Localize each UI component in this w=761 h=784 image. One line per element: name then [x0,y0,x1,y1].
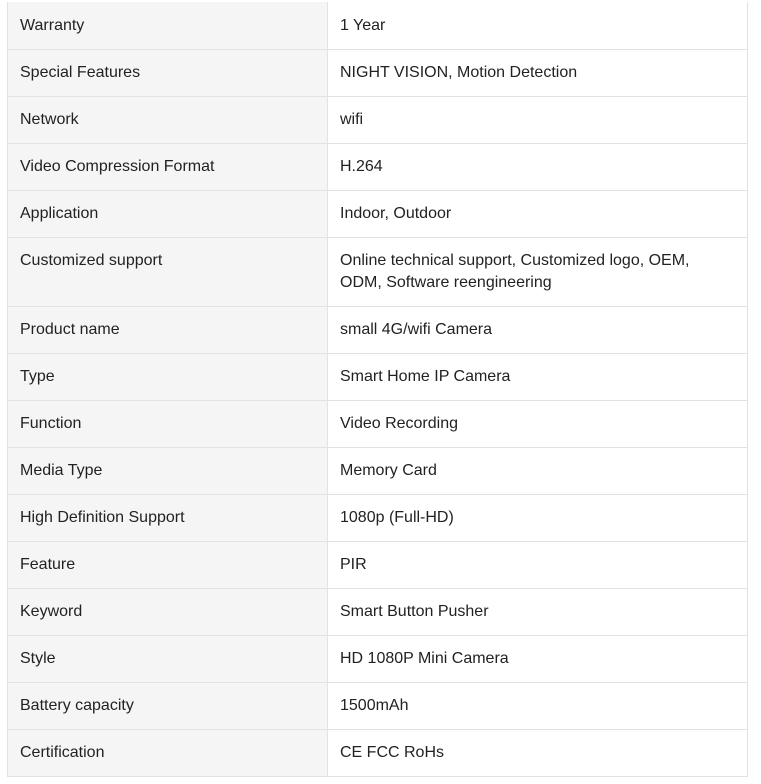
spec-label: Product name [8,307,328,354]
spec-value: H.264 [328,144,748,191]
spec-label: Certification [8,730,328,777]
table-row [8,448,748,495]
spec-value: HD 1080P Mini Camera [328,636,748,683]
spec-value: 1500mAh [328,683,748,730]
spec-label: Function [8,401,328,448]
spec-value: Online technical support, Customized logo, OEM, ODM, Software reengineering [328,238,748,307]
table-row [8,144,748,191]
spec-label: Network [8,97,328,144]
spec-value: NIGHT VISION, Motion Detection [328,50,748,97]
table-row [8,50,748,97]
spec-label: Warranty [8,2,328,50]
spec-value: 1080p (Full-HD) [328,495,748,542]
spec-value: Memory Card [328,448,748,495]
spec-value: PIR [328,542,748,589]
spec-label: Media Type [8,448,328,495]
table-row [8,354,748,401]
spec-value: Video Recording [328,401,748,448]
spec-value: Smart Button Pusher [328,589,748,636]
table-row [8,2,748,50]
spec-value: 1 Year [328,2,748,50]
table-row [8,683,748,730]
spec-label: Feature [8,542,328,589]
table-row [8,307,748,354]
spec-label: High Definition Support [8,495,328,542]
spec-label: Special Features [8,50,328,97]
table-row [8,401,748,448]
table-row [8,589,748,636]
table-row [8,636,748,683]
spec-label: Customized support [8,238,328,307]
spec-value: Indoor, Outdoor [328,191,748,238]
spec-label: Application [8,191,328,238]
spec-label: Video Compression Format [8,144,328,191]
table-row [8,97,748,144]
table-row [8,191,748,238]
table-row [8,238,748,307]
product-spec-table [7,2,748,777]
spec-label: Keyword [8,589,328,636]
spec-label: Style [8,636,328,683]
table-row [8,730,748,777]
table-row [8,542,748,589]
table-row [8,495,748,542]
spec-value: Smart Home IP Camera [328,354,748,401]
spec-value: CE FCC RoHs [328,730,748,777]
spec-label: Battery capacity [8,683,328,730]
spec-label: Type [8,354,328,401]
spec-value: small 4G/wifi Camera [328,307,748,354]
spec-value: wifi [328,97,748,144]
